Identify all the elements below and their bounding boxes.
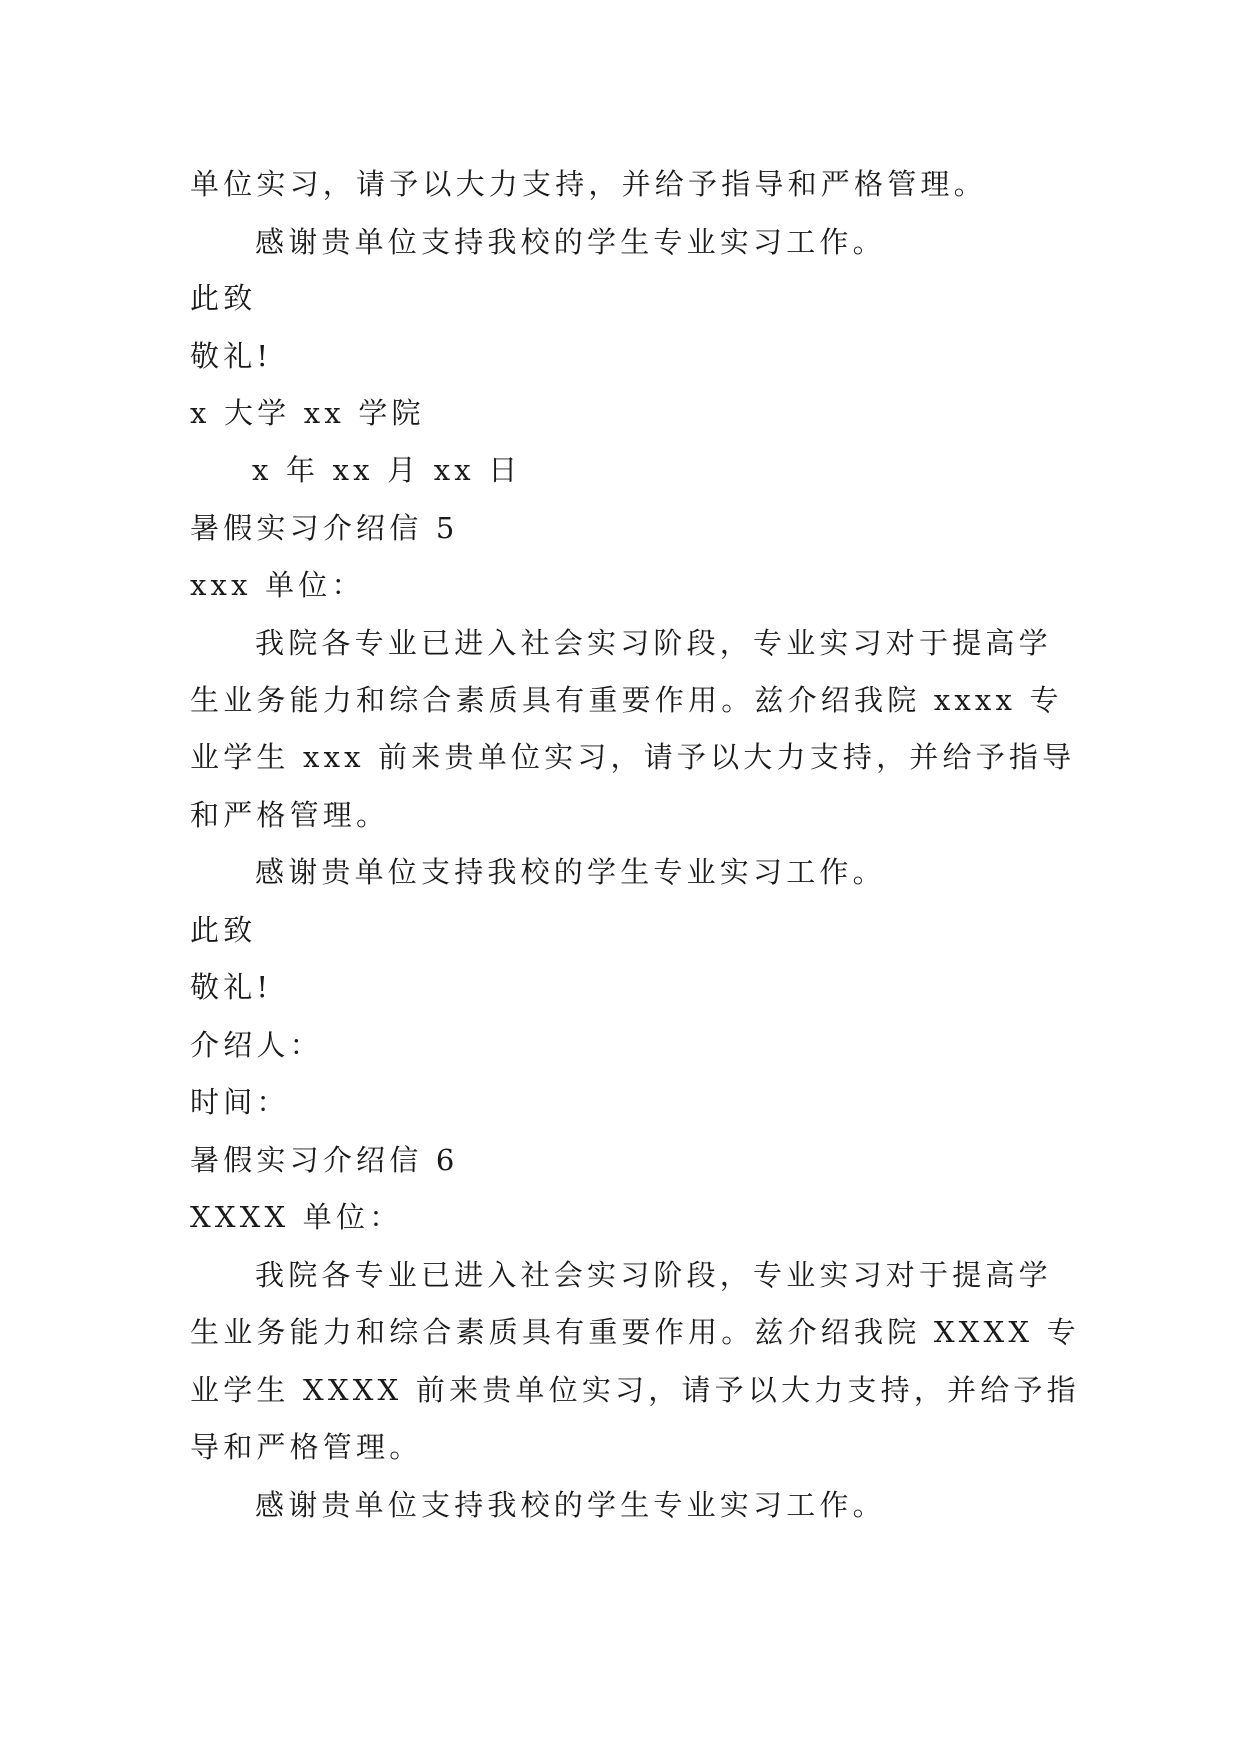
paragraph-continuation: 单位实习，请予以大力支持，并给予指导和严格管理。 bbox=[190, 167, 987, 201]
introducer-line: 介绍人： bbox=[190, 1028, 323, 1062]
body-line: 我院各专业已进入社会实习阶段，专业实习对于提高学 bbox=[255, 626, 1052, 660]
body-line: 生业务能力和综合素质具有重要作用。兹介绍我院 XXXX 专 bbox=[190, 1315, 1080, 1349]
body-line: 生业务能力和综合素质具有重要作用。兹介绍我院 xxxx 专 bbox=[190, 683, 1063, 717]
body-line: 导和严格管理。 bbox=[190, 1430, 423, 1464]
addressee-line: xxx 单位： bbox=[190, 568, 365, 602]
addressee-line: XXXX 单位： bbox=[190, 1200, 403, 1234]
signer-line: x 大学 xx 学院 bbox=[190, 396, 425, 430]
closing-jingli: 敬礼! bbox=[190, 339, 273, 373]
body-line: 业学生 XXXX 前来贵单位实习，请予以大力支持，并给予指 bbox=[190, 1373, 1080, 1407]
thanks-line: 感谢贵单位支持我校的学生专业实习工作。 bbox=[255, 225, 886, 259]
letter-title: 暑假实习介绍信 5 bbox=[190, 511, 459, 545]
thanks-line: 感谢贵单位支持我校的学生专业实习工作。 bbox=[255, 1488, 886, 1522]
thanks-line: 感谢贵单位支持我校的学生专业实习工作。 bbox=[255, 855, 886, 889]
letter-title: 暑假实习介绍信 6 bbox=[190, 1143, 459, 1177]
body-line: 业学生 xxx 前来贵单位实习，请予以大力支持，并给予指导 bbox=[190, 740, 1076, 774]
body-line: 和严格管理。 bbox=[190, 798, 390, 832]
date-line: x 年 xx 月 xx 日 bbox=[252, 453, 522, 487]
closing-jingli: 敬礼! bbox=[190, 970, 273, 1004]
time-line: 时间： bbox=[190, 1085, 290, 1119]
body-line: 我院各专业已进入社会实习阶段，专业实习对于提高学 bbox=[255, 1258, 1052, 1292]
closing-cizhi: 此致 bbox=[190, 913, 257, 947]
closing-cizhi: 此致 bbox=[190, 281, 257, 315]
